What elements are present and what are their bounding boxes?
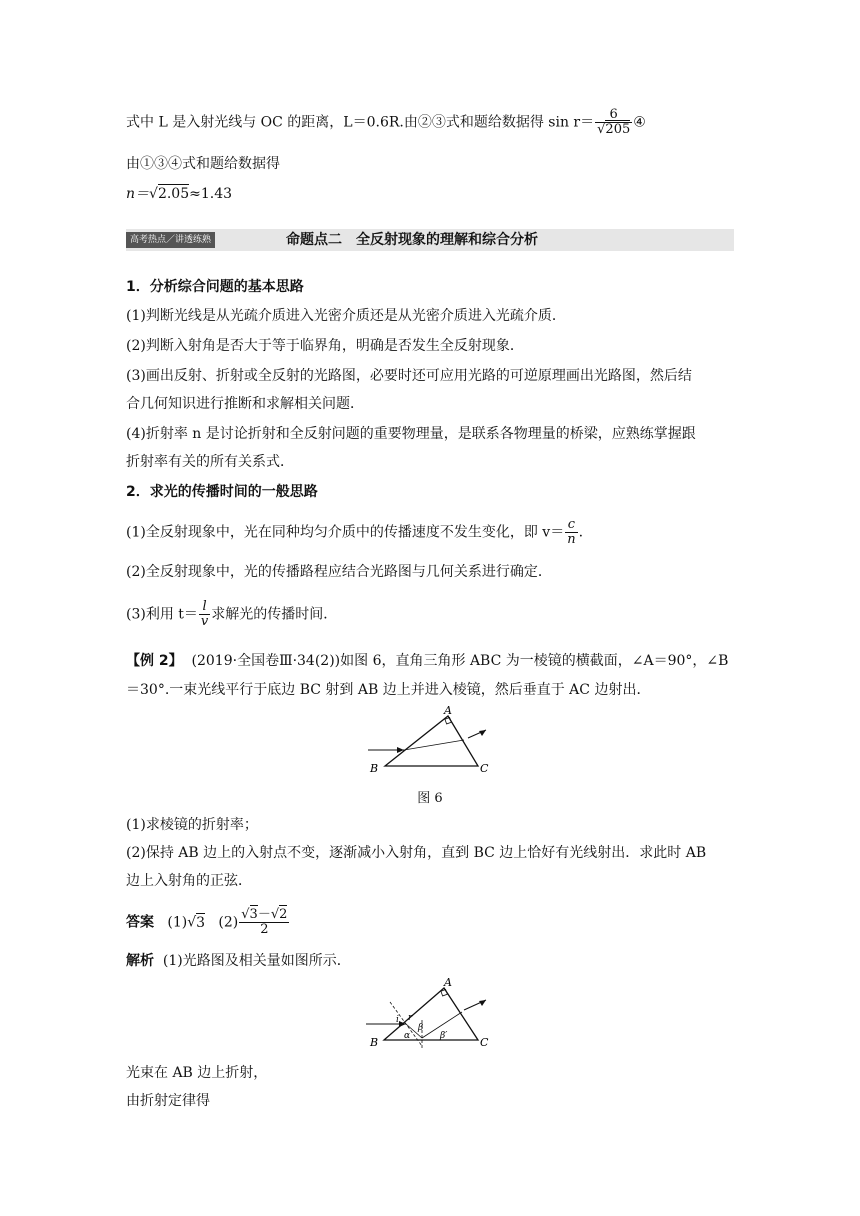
label-a: A (444, 976, 452, 989)
text-segment: (1) (167, 914, 188, 931)
paragraph: 折射率有关的所有关系式． (126, 454, 294, 470)
text-segment: 求解光的传播时间． (211, 606, 338, 623)
question-1: (1)求棱镜的折射率； (126, 817, 258, 833)
paragraph: (1)判断光线是从光疏介质进入光密介质还是从光密介质进入光疏介质． (126, 308, 566, 324)
equation-number: ④ (633, 114, 646, 131)
section-title: 命题点二 全反射现象的理解和综合分析 (286, 232, 538, 248)
paragraph: 合几何知识进行推断和求解相关问题． (126, 396, 364, 412)
label-c: C (480, 762, 489, 775)
text-segment: (2019·全国卷Ⅲ·34(2))如图 6，直角三角形 ABC 为一棱镜的横截面，∠A＝90°，∠B (191, 653, 729, 669)
label-angle-alpha: α (404, 1031, 411, 1041)
sqrt-radicand: 3 (196, 914, 206, 931)
fraction-denominator: 2 (260, 922, 269, 937)
sqrt-radicand: 205 (605, 122, 631, 137)
text-segment: (1)全反射现象中，光在同种均匀介质中的传播速度不发生变化，即 v＝ (126, 524, 565, 541)
answer-label: 答案 (126, 914, 154, 931)
text-line: 由①③④式和题给数据得 (126, 156, 280, 172)
label-b: B (370, 1036, 379, 1049)
sqrt-radicand: 2.05 (157, 186, 190, 202)
label-angle-i: i (396, 1015, 399, 1025)
label-c: C (480, 1036, 489, 1049)
heading-2: 2．求光的传播时间的一般思路 (126, 484, 318, 500)
text-segment: . (578, 524, 584, 541)
formula-line-t (126, 600, 337, 629)
text-segment: (3)利用 t＝ (126, 606, 198, 623)
analysis-text: 由折射定律得 (126, 1093, 210, 1109)
question-2: 边上入射角的正弦． (126, 873, 252, 889)
example-line: ＝30°.一束光线平行于底边 BC 射到 AB 边上并进入棱镜，然后垂直于 AC 边射出． (126, 682, 651, 698)
label-a: A (444, 704, 452, 717)
formula-line-sinr (126, 108, 646, 137)
fraction-c-over-n (565, 518, 577, 547)
paragraph: (3)画出反射、折射或全反射的光路图，必要时还可应用光路的可逆原理画出光路图，然后结 (126, 368, 692, 384)
text-segment: ≈1.43 (189, 186, 233, 202)
example-label: 【例 2】 (126, 653, 183, 669)
formula-line-v (126, 518, 583, 547)
text-segment: 式中 L 是入射光线与 OC 的距离，L＝0.6R.由②③式和题给数据得 sin r＝ (126, 114, 595, 131)
paragraph: (2)判断入射角是否大于等于临界角，明确是否发生全反射现象． (126, 338, 524, 354)
right-angle-mark (441, 990, 447, 996)
label-b: B (370, 762, 379, 775)
triangle-abc (385, 716, 478, 766)
fraction-sinr (595, 108, 632, 137)
fraction-numerator: 6 (595, 108, 632, 123)
fraction-denominator: v (200, 614, 209, 629)
light-path-figure (360, 976, 500, 1050)
paragraph: (4)折射率 n 是讨论折射和全反射问题的重要物理量，是联系各物理量的桥梁，应熟练掌握跟 (126, 426, 696, 442)
text-segment: n＝ (126, 186, 150, 202)
heading-1: 1．分析综合问题的基本思路 (126, 279, 304, 295)
section-tag: 高考热点／讲透练熟 (126, 232, 215, 248)
formula-line-n: n＝√2.05≈1.43 (126, 186, 233, 202)
sqrt-radicand: 2 (279, 907, 288, 922)
fraction-l-over-v (199, 600, 210, 629)
analysis-label: 解析 (126, 953, 154, 969)
sqrt-radicand: 3 (249, 907, 258, 922)
answer-line: 答案 (1)√3 (2) $\frac{√3-√2}{2}$ (126, 907, 288, 937)
fraction-denominator: n (567, 532, 576, 547)
label-angle-beta-prime: β′ (440, 1031, 448, 1041)
analysis-text: 光束在 AB 边上折射， (126, 1065, 268, 1081)
fraction-answer-2 (239, 908, 289, 937)
prism-figure-6 (360, 704, 500, 776)
fraction-denominator: √205 (597, 122, 631, 137)
question-2: (2)保持 AB 边上的入射点不变，逐渐减小入射角，直到 BC 边上恰好有光线射出．求此时 AB (126, 845, 707, 861)
example-line (126, 651, 728, 671)
text-segment: (1)光路图及相关量如图所示． (162, 953, 351, 969)
figure-caption: 图 6 (417, 791, 443, 806)
minus-sign: － (257, 907, 271, 922)
label-angle-beta: β (418, 1023, 424, 1033)
fraction-numerator: l (199, 600, 210, 615)
paragraph: (2)全反射现象中，光的传播路程应结合光路图与几何关系进行确定． (126, 564, 552, 580)
fraction-numerator: c (565, 518, 577, 533)
analysis-line (126, 951, 351, 971)
text-segment: (2) (218, 914, 239, 931)
label-angle-r: r (408, 1013, 413, 1023)
refracted-ray (404, 740, 464, 750)
section-header (126, 229, 734, 251)
fraction-numerator: √3－√2 (241, 907, 288, 922)
right-angle-mark (445, 718, 451, 724)
